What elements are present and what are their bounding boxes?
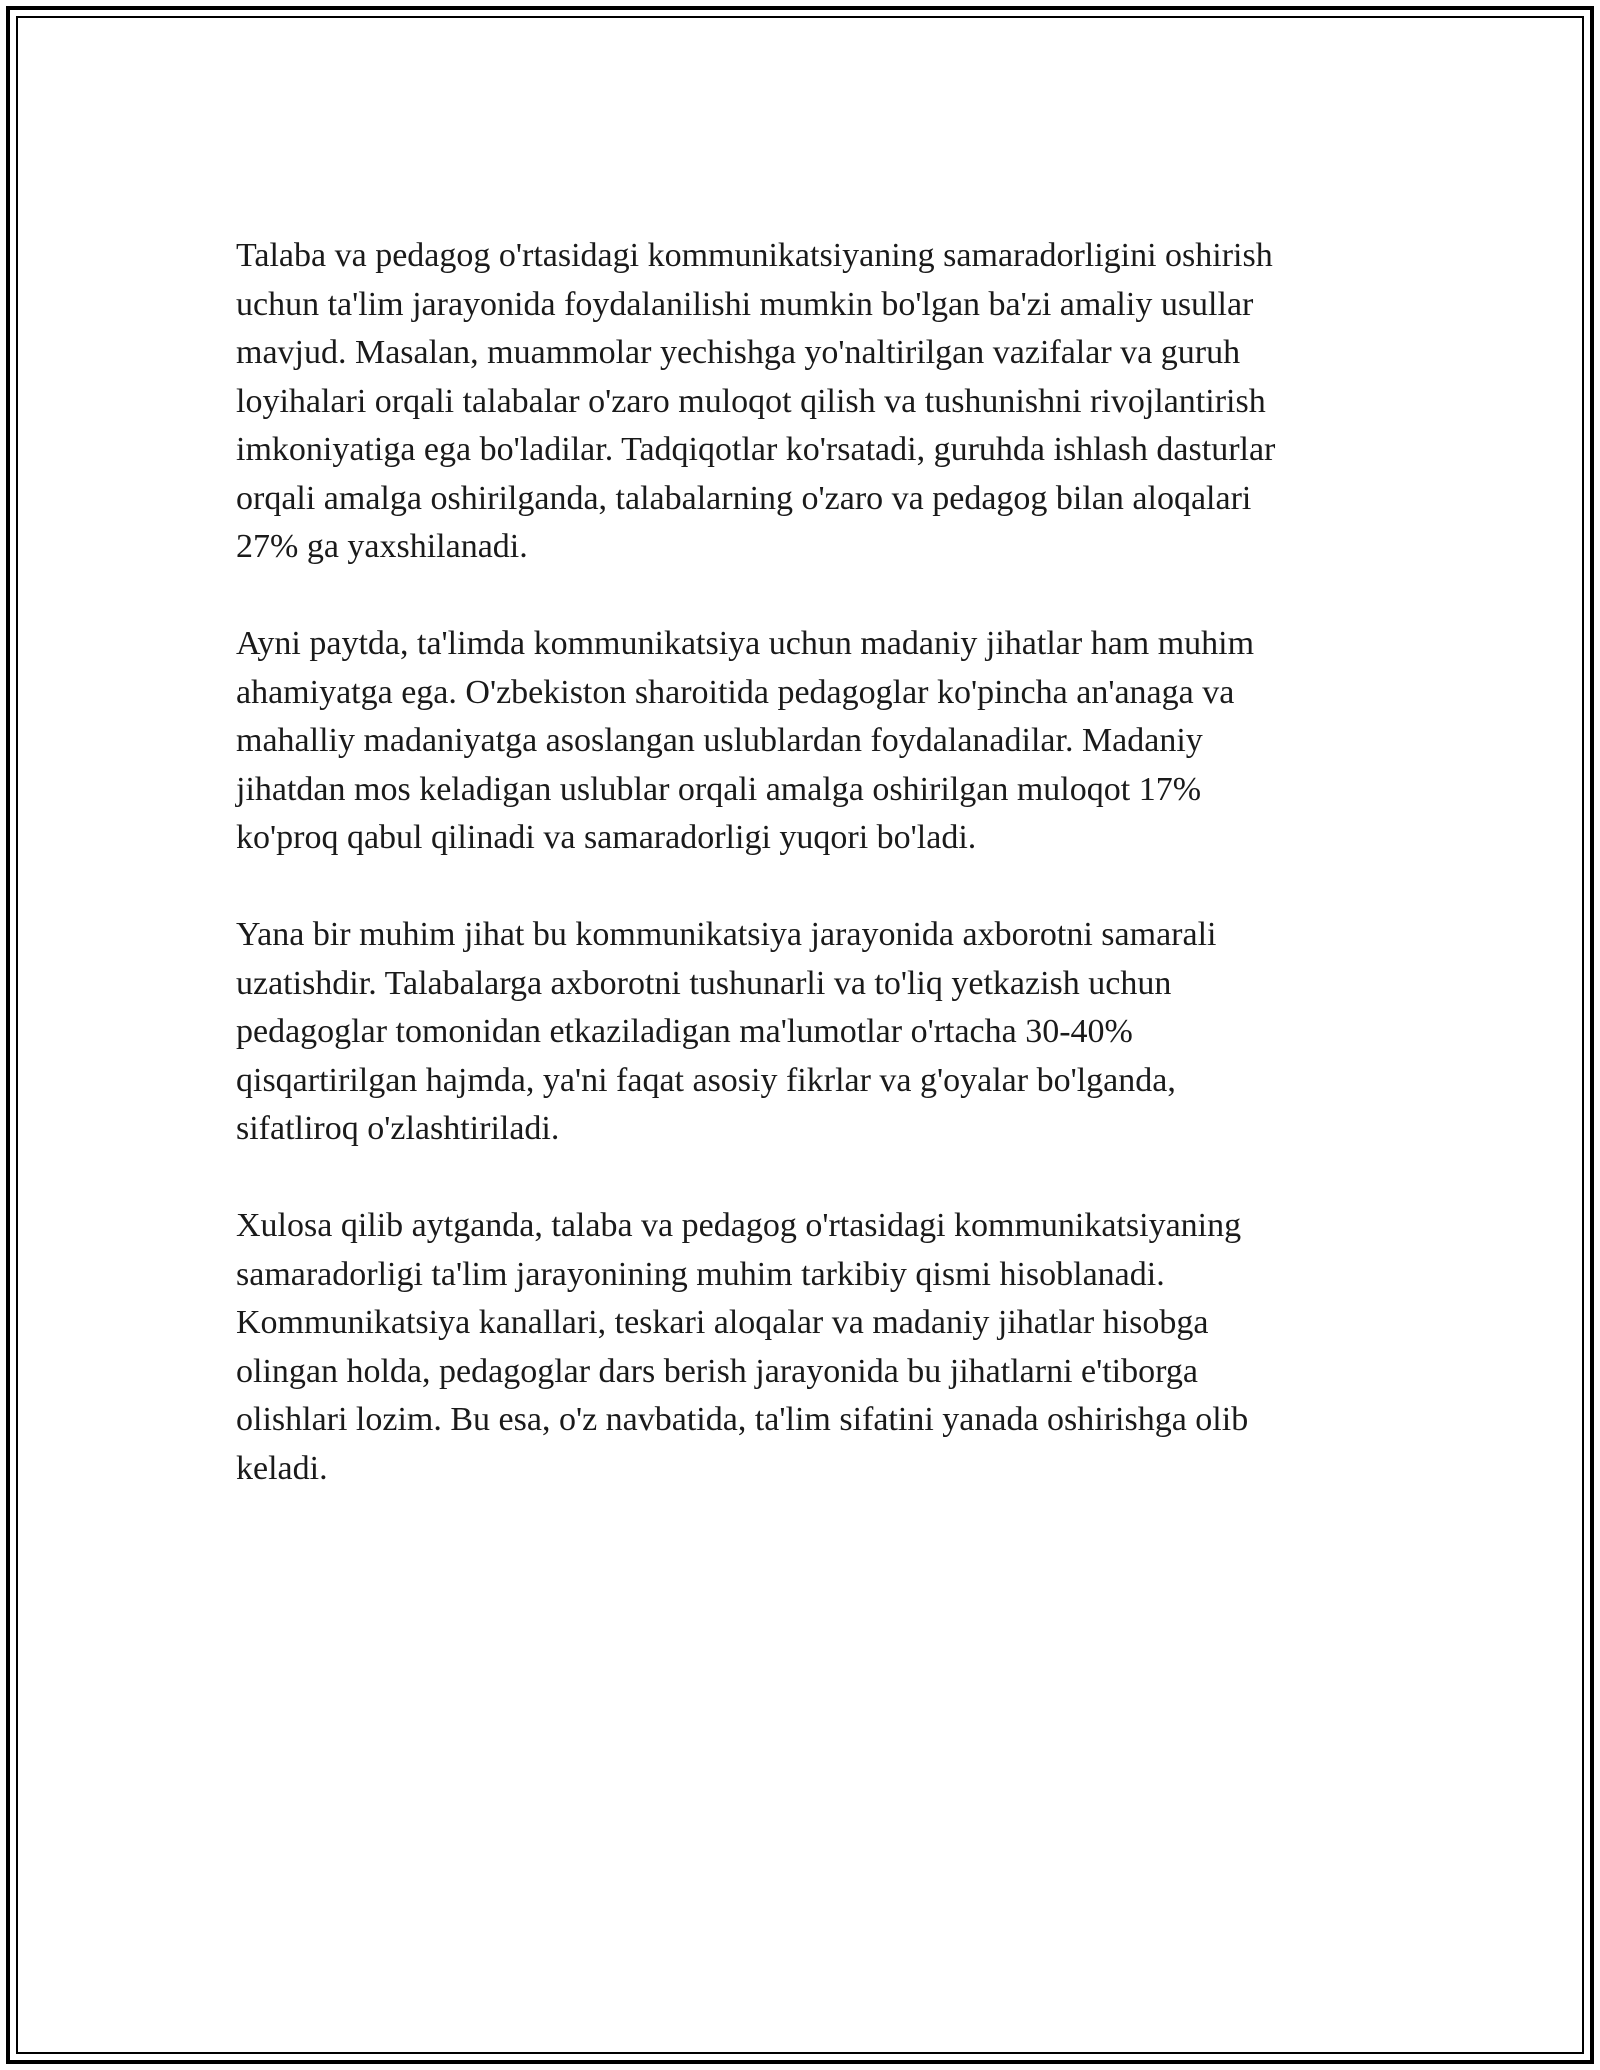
paragraph-cultural-aspects: Ayni paytda, ta'limda kommunikatsiya uchun madaniy jihatlar ham muhim ahamiyatga ega. O'zbekiston sharoitida pedagoglar ko'pincha an'anaga va mahalliy madaniyatga asoslangan uslublardan foydalanadilar. Madaniy jihatdan mos keladigan uslublar orqali amalga oshirilgan muloqot 17% ko'proq qabul qilinadi va samaradorligi yuqori bo'ladi.: [236, 625, 1255, 856]
document-body: [236, 232, 1406, 1493]
paragraph-group-work: Talaba va pedagog o'rtasidagi kommunikatsiyaning samaradorligini oshirish uchun ta'lim jarayonida foydalanilishi mumkin bo'lgan ba'zi amaliy usullar mavjud. Masalan, muammolar yechishga yo'naltirilgan vazifalar va guruh loyihalari orqali talabalar o'zaro muloqot qilish va tushunishni rivojlantirish imkoniyatiga ega bo'ladilar. Tadqiqotlar ko'rsatadi, guruhda ishlash dasturlar orqali amalga oshirilganda, talabalarning o'zaro va pedagog bilan aloqalari 27% ga yaxshilanadi.: [236, 237, 1276, 565]
paragraph-information-transfer: Yana bir muhim jihat bu kommunikatsiya jarayonida axborotni samarali uzatishdir. Talabalarga axborotni tushunarli va to'liq yetkazish uchun pedagoglar tomonidan etkaziladigan ma'lumotlar o'rtacha 30-40% qisqartirilgan hajmda, ya'ni faqat asosiy fikrlar va g'oyalar bo'lganda, sifatliroq o'zlashtiriladi.: [236, 916, 1217, 1147]
paragraph-conclusion: Xulosa qilib aytganda, talaba va pedagog o'rtasidagi kommunikatsiyaning samaradorligi ta'lim jarayonining muhim tarkibiy qismi hisoblanadi. Kommunikatsiya kanallari, teskari aloqalar va madaniy jihatlar hisobga olingan holda, pedagoglar dars berish jarayonida bu jihatlarni e'tiborga olishlari lozim. Bu esa, o'z navbatida, ta'lim sifatini yanada oshirishga olib keladi.: [236, 1207, 1249, 1487]
